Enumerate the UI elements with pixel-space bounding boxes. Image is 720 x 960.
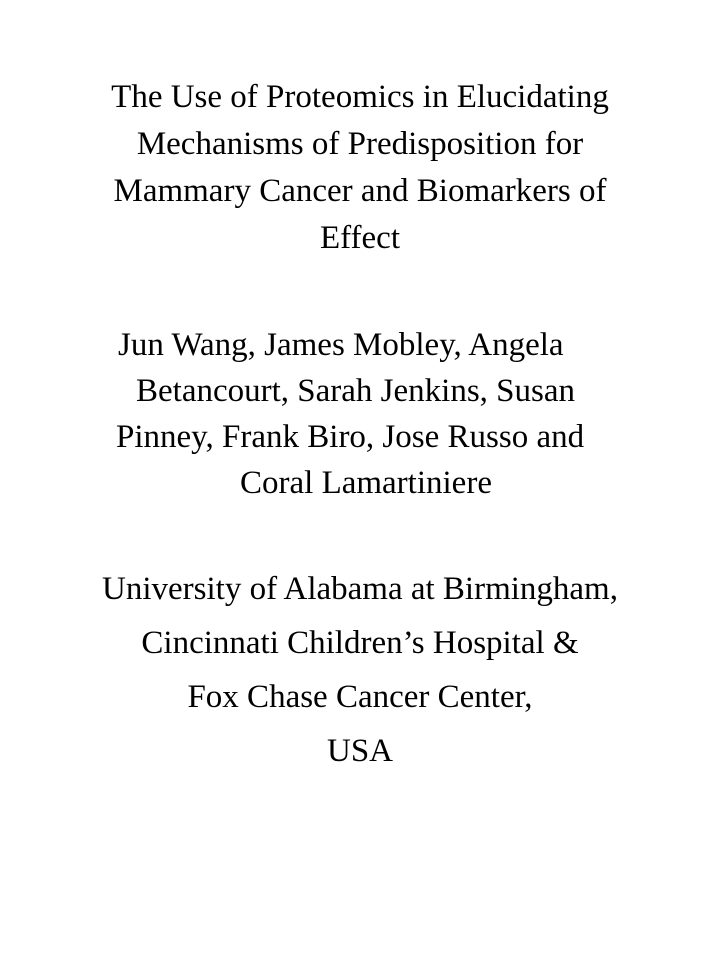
affiliation-line: Cincinnati Children’s Hospital & [141, 625, 579, 661]
affiliation-block [40, 562, 680, 778]
affiliation-line: Fox Chase Cancer Center, [187, 679, 533, 715]
author-line: Pinney, Frank Biro, Jose Russo and [116, 419, 585, 455]
affiliation-line: University of Alabama at Birmingham, [102, 571, 618, 607]
title-line: Effect [319, 220, 400, 256]
slide-title [40, 74, 680, 262]
affiliation-line: USA [326, 733, 394, 769]
title-line: The Use of Proteomics in Elucidating [111, 79, 609, 115]
author-list [100, 322, 680, 506]
title-line: Mechanisms of Predisposition for [136, 126, 584, 162]
title-line: Mammary Cancer and Biomarkers of [113, 173, 607, 209]
author-line: Betancourt, Sarah Jenkins, Susan [136, 373, 576, 409]
author-line: Jun Wang, James Mobley, Angela [118, 327, 564, 363]
author-line: Coral Lamartiniere [240, 465, 492, 501]
